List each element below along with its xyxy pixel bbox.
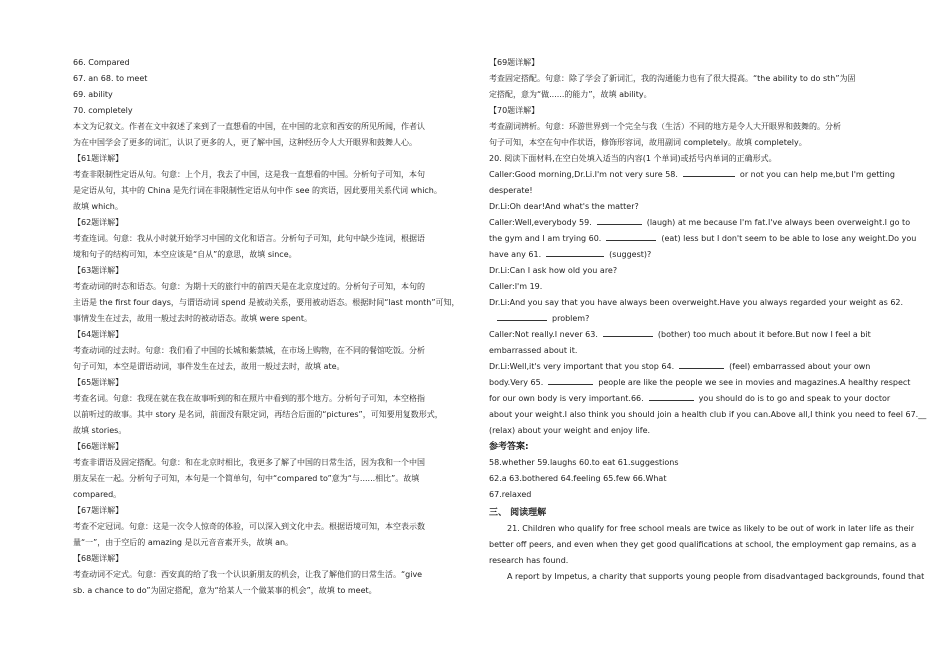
text-line: 【66题详解】 [73,442,124,451]
answers-heading: 参考答案: [489,442,529,452]
blank-61 [546,248,604,257]
question-heading: 20. 阅读下面材料,在空白处填入适当的内容(1 个单词)或括号内单词的正确形式。 [489,154,777,163]
blank-66 [649,392,694,401]
text-line: 定搭配，意为“做......的能力”，故填 ability。 [489,90,652,99]
passage-line: research has found. [489,556,569,565]
dialogue-text: you should do is to go and speak to your doctor [698,394,891,403]
dialogue-text: or not you can help me,but I'm getting [739,170,895,179]
text-line: 是定语从句，其中的 China 是先行词在非限制性定语从句中作 see 的宾语，因此要用关系代词 which。 [73,186,442,195]
dialogue-line [489,231,917,247]
blank-58 [683,168,735,177]
dialogue-line [489,327,879,343]
dialogue-line: Dr.Li:Can I ask how old you are? [489,266,618,275]
passage-line: better off peers, and even when they get good qualifications at school, the employment gap remains, as a [489,540,917,549]
text-line: 【68题详解】 [73,554,124,563]
text-line: 【70题详解】 [489,106,540,115]
text-line: 考查连词。句意：我从小时就开始学习中国的文化和语言。分析句子可知，此句中缺少连词，根据语 [73,234,425,243]
text-line: 【63题详解】 [73,266,124,275]
text-line: 事情发生在过去，故用一般过去时的被动语态。故填 were spent。 [73,314,312,323]
dialogue-line: Dr.Li:And you say that you have always been overweight.Have you always regarded your weight as 62. [489,298,904,307]
text-line: 考查固定搭配。句意：除了学会了新词汇，我的沟通能力也有了很大提高。“the ability to do sth”为固 [489,74,856,83]
text-line: 考查不定冠词。句意：这是一次令人惊奇的体验，可以深入到文化中去。根据语境可知，本空表示数 [73,522,425,531]
text-line: compared。 [73,490,122,499]
dialogue-line: (relax) about your weight and enjoy life. [489,426,651,435]
dialogue-text: Caller:Good morning,Dr.Li.I'm not very sure 58. [489,170,678,179]
dialogue-line [489,247,879,263]
text-line: 【69题详解】 [489,58,540,67]
text-line: 【65题详解】 [73,378,124,387]
text-line: 67. an 68. to meet [73,74,148,83]
text-line: 考查动词不定式。句意：西安真的给了我一个认识新朋友的机会，让我了解他们的日常生活。“give [73,570,423,579]
dialogue-line [489,167,895,183]
dialogue-text: have any 61. [489,250,542,259]
text-line: 考查非谓语及固定搭配。句意：和在北京时相比，我更多了解了中国的日常生活，因为我和一个中国 [73,458,425,467]
dialogue-text: Caller:Well,everybody 59. [489,218,592,227]
text-line: 考查动词的过去时。句意：我们看了中国的长城和紫禁城，在市场上购物，在不同的餐馆吃饭。分析 [73,346,425,355]
answer-line: 67.relaxed [489,490,532,499]
text-line: 故填 which。 [73,202,123,211]
text-line: 考查非限制性定语从句。句意：上个月，我去了中国，这是我一直想看的中国。分析句子可知，本句 [73,170,425,179]
text-line: 考查动词的时态和语态。句意：为期十天的旅行中的前四天是在北京度过的。分析句子可知，本句的 [73,282,425,291]
text-line: 【62题详解】 [73,218,124,227]
dialogue-text: the gym and I am trying 60. [489,234,602,243]
text-line: 考查副词辨析。句意：环游世界到一个完全与我（生活）不同的地方是令人大开眼界和鼓舞的。分析 [489,122,841,131]
dialogue-text: body.Very 65. [489,378,544,387]
text-line: 故填 stories。 [73,426,127,435]
text-line: 本文为记叙文。作者在文中叙述了来到了一直想看的中国，在中国的北京和西安的所见所闻，作者认 [73,122,425,131]
blank-60 [606,232,656,241]
blank-63 [603,328,653,337]
blank-65 [548,376,593,385]
text-line: 为在中国学会了更多的词汇，认识了更多的人，更了解中国，这种经历令人大开眼界和鼓舞人心。 [73,138,417,147]
passage-line: 21. Children who qualify for free school meals are twice as likely to be out of work in later life as their [507,524,915,533]
blank-62 [497,312,547,321]
dialogue-line [489,375,911,391]
text-line: 句子可知，本空在句中作状语，修饰形容词，故用副词 completely。故填 completely。 [489,138,807,147]
dialogue-line: embarrassed about it. [489,346,578,355]
text-line: sb. a chance to do”为固定搭配，意为“给某人一个做某事的机会”，故填 to meet。 [73,586,377,595]
text-line: 朋友呆在一起。分析句子可知，本句是一个简单句，句中“compared to”意为“与......相比”。故填 [73,474,420,483]
blank-64 [679,360,724,369]
dialogue-line: Caller:I'm 19. [489,282,543,291]
text-line: 【64题详解】 [73,330,124,339]
text-line: 主语是 the first four days，与谓语动词 spend 是被动关系，要用被动语态。根据时间“last month”可知， [73,298,460,307]
left-column [73,55,463,599]
text-line: 66. Compared [73,58,130,67]
text-line: 句子可知，本空是谓语动词，事件发生在过去，故用一般过去时，故填 ate。 [73,362,345,371]
text-line: 【67题详解】 [73,506,124,515]
text-line: 量“一”，由于空后的 amazing 是以元音音素开头，故填 an。 [73,538,294,547]
blank-59 [597,216,642,225]
dialogue-line [489,391,891,407]
dialogue-text: (bother) too much about it before.But now I feel a bit [657,330,871,339]
dialogue-text: (laugh) at me because I'm fat.I've always been overweight.I go to [646,218,911,227]
dialogue-line [489,359,879,375]
text-line: 70. completely [73,106,133,115]
text-line: 【61题详解】 [73,154,124,163]
passage-line: A report by Impetus, a charity that supports young people from disadvantaged backgrounds, found that [507,572,925,581]
dialogue-text: Dr.Li:Well,it's very important that you stop 64. [489,362,675,371]
dialogue-line: desperate! [489,186,533,195]
section-heading: 三、 阅读理解 [489,508,547,518]
text-line: 考查名词。句意：我现在就在我在故事听到的和在照片中看到的那个地方。分析句子可知，本空格指 [73,394,425,403]
dialogue-text: problem? [552,314,590,323]
dialogue-text: for our own body is very important.66. [489,394,644,403]
text-line: 以前听过的故事。其中 story 是名词，前面没有限定词，再结合后面的“pictures”，可知要用复数形式， [73,410,443,419]
text-line: 69. ability [73,90,113,99]
answer-line: 62.a 63.bothered 64.feeling 65.few 66.What [489,474,667,483]
dialogue-text: (suggest)? [609,250,652,259]
dialogue-line: Dr.Li:Oh dear!And what's the matter? [489,202,639,211]
dialogue-text: (eat) less but I don't seem to be able to lose any weight.Do you [661,234,917,243]
dialogue-text: people are like the people we see in movies and magazines.A healthy respect [598,378,911,387]
dialogue-line: about your weight.I also think you should join a health club if you can.Above all,I think you need to feel 67.__ [489,410,927,419]
text-line: 境和句子的结构可知，本空应该是“自从”的意思，故填 since。 [73,250,297,259]
right-column [489,55,927,585]
dialogue-line [489,311,879,327]
dialogue-text: (feel) embarrassed about your own [729,362,871,371]
answer-line: 58.whether 59.laughs 60.to eat 61.suggestions [489,458,679,467]
dialogue-text: Caller:Not really.I never 63. [489,330,598,339]
dialogue-line [489,215,911,231]
